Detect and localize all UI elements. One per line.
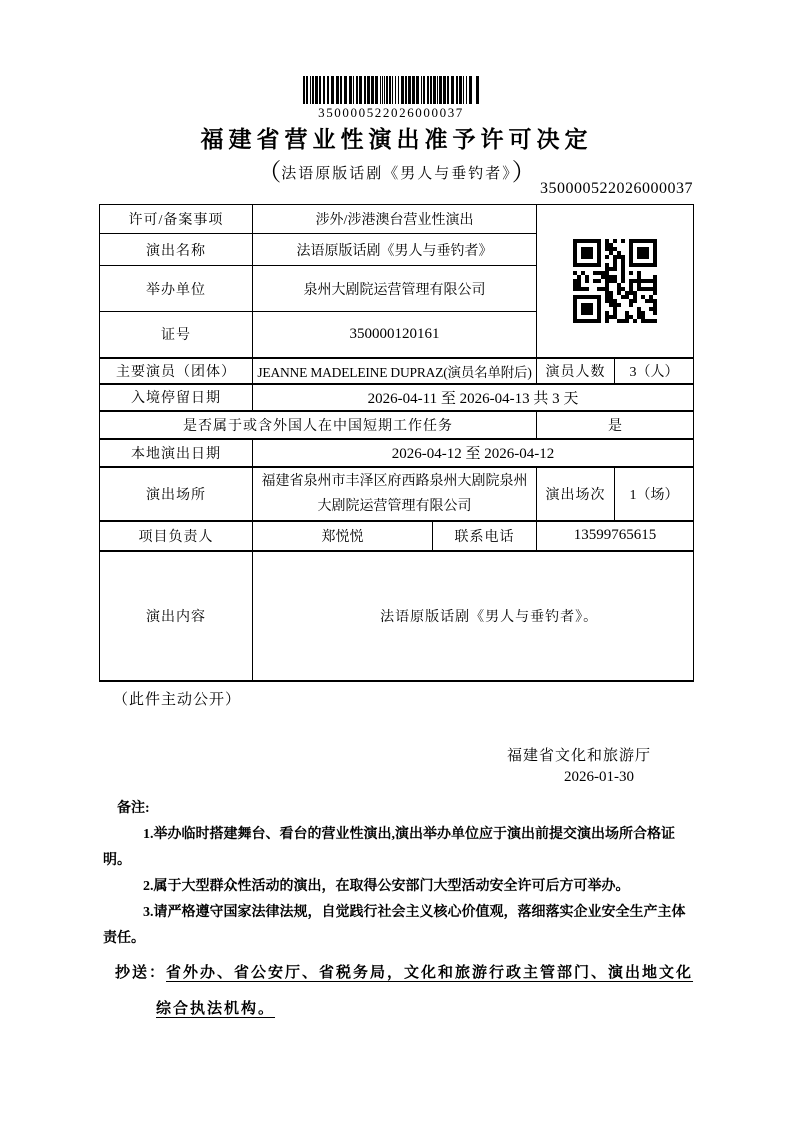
phone-value: 13599765615 — [537, 521, 694, 551]
organizer-value: 泉州大剧院运营管理有限公司 — [253, 266, 537, 312]
performer-count-value: 3（人） — [615, 358, 694, 384]
issuing-authority: 福建省文化和旅游厅 — [507, 748, 652, 764]
performer-count-label: 演员人数 — [537, 358, 615, 384]
barcode — [303, 76, 479, 121]
remark-item-1: 1.举办临时搭建舞台、看台的营业性演出,演出举办单位应于演出前提交演出场所合格证明。 — [103, 827, 675, 868]
remarks-section — [103, 796, 697, 952]
barcode-bars-icon — [303, 76, 479, 104]
subtitle-close-paren: ） — [511, 160, 536, 186]
cert-no-label: 证号 — [100, 312, 253, 358]
row-venue — [100, 467, 694, 521]
content-label: 演出内容 — [100, 551, 253, 681]
remark-item-3: 3.请严格遵守国家法律法规，自觉践行社会主义核心价值观，落细落实企业安全生产主体责任。 — [103, 905, 686, 946]
sessions-label: 演出场次 — [537, 467, 615, 521]
show-name-value: 法语原版话剧《男人与垂钓者》 — [253, 234, 537, 266]
cc-value: 省外办、省公安厅、省税务局，文化和旅游行政主管部门、演出地文化综合执法机构。 — [156, 965, 694, 1017]
barcode-number: 350000522026000037 — [318, 105, 464, 120]
entry-stay-label: 入境停留日期 — [100, 384, 253, 411]
entry-stay-value: 2026-04-11 至 2026-04-13 共 3 天 — [253, 384, 694, 411]
permit-item-label: 许可/备案事项 — [100, 205, 253, 234]
remarks-label: 备注: — [117, 801, 150, 816]
show-name-label: 演出名称 — [100, 234, 253, 266]
qr-code-icon — [573, 239, 657, 323]
cc-section — [115, 955, 695, 1027]
organizer-label: 举办单位 — [100, 266, 253, 312]
performers-value: JEANNE MADELEINE DUPRAZ(演员名单附后) — [253, 358, 537, 384]
venue-value: 福建省泉州市丰泽区府西路泉州大剧院泉州大剧院运营管理有限公司 — [253, 467, 537, 521]
sessions-value: 1（场） — [615, 467, 694, 521]
foreign-work-label: 是否属于或含外国人在中国短期工作任务 — [100, 411, 537, 439]
local-dates-value: 2026-04-12 至 2026-04-12 — [253, 439, 694, 467]
issue-date: 2026-01-30 — [564, 769, 634, 785]
document-title: 福建省营业性演出准予许可决定 — [200, 126, 593, 152]
disclosure-note: （此件主动公开） — [113, 692, 242, 708]
subtitle-open-paren: （ — [257, 160, 282, 186]
qr-code — [537, 205, 694, 358]
venue-label: 演出场所 — [100, 467, 253, 521]
row-foreign-work — [100, 411, 694, 439]
document-number: 350000522026000037 — [540, 180, 693, 197]
cc-label: 抄送： — [115, 965, 167, 981]
foreign-work-value: 是 — [537, 411, 694, 439]
row-permit-item — [100, 205, 694, 234]
manager-label: 项目负责人 — [100, 521, 253, 551]
row-content — [100, 551, 694, 681]
phone-label: 联系电话 — [433, 521, 537, 551]
subtitle-text: 法语原版话剧《男人与垂钓者》 — [281, 166, 512, 182]
permit-item-value: 涉外/涉港澳台营业性演出 — [253, 205, 537, 234]
manager-value: 郑悦悦 — [253, 521, 433, 551]
local-dates-label: 本地演出日期 — [100, 439, 253, 467]
cert-no-value: 350000120161 — [253, 312, 537, 358]
performers-label: 主要演员（团体） — [100, 358, 253, 384]
content-value: 法语原版话剧《男人与垂钓者》。 — [253, 551, 694, 681]
row-manager — [100, 521, 694, 551]
row-entry-stay — [100, 384, 694, 411]
remark-item-2: 2.属于大型群众性活动的演出，在取得公安部门大型活动安全许可后方可举办。 — [143, 879, 630, 894]
permit-table — [99, 204, 694, 682]
row-performers — [100, 358, 694, 384]
row-local-dates — [100, 439, 694, 467]
